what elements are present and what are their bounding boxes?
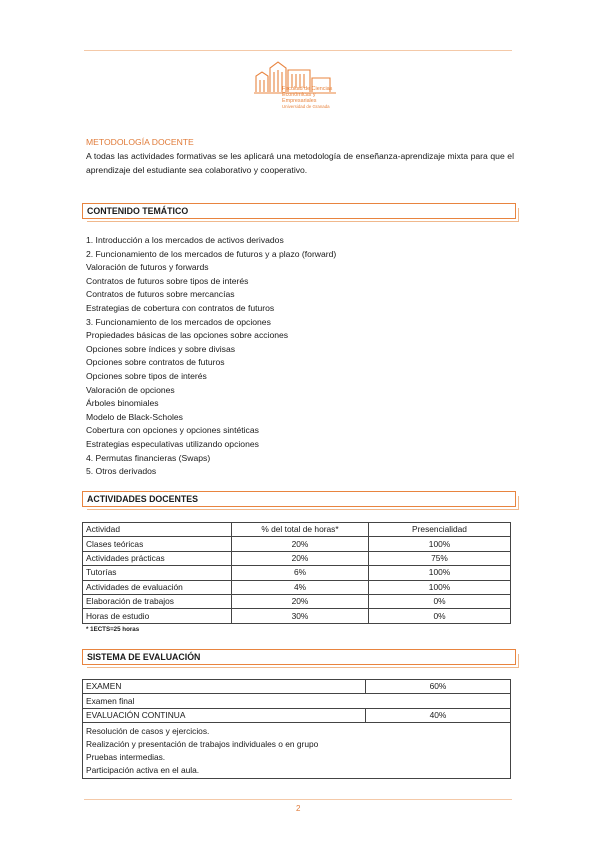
table-row xyxy=(83,694,511,708)
list-item: Modelo de Black-Scholes xyxy=(86,411,183,422)
list-item: Pruebas intermedias. xyxy=(86,752,166,763)
list-item: 3. Funcionamiento de los mercados de opciones xyxy=(86,316,271,327)
table-row xyxy=(83,551,511,565)
evaluacion-table xyxy=(82,679,511,779)
contenido-header xyxy=(82,203,516,219)
actividades-title: ACTIVIDADES DOCENTES xyxy=(87,494,198,504)
contenido-list xyxy=(86,234,336,479)
table-row xyxy=(83,580,511,594)
continua-value: 40% xyxy=(366,708,511,722)
evaluacion-header xyxy=(82,649,516,665)
table-cell: 100% xyxy=(369,566,511,580)
list-item: Estrategias especulativas utilizando opciones xyxy=(86,438,259,449)
table-cell: 100% xyxy=(369,580,511,594)
evaluacion-title: SISTEMA DE EVALUACIÓN xyxy=(87,652,201,662)
table-row xyxy=(83,594,511,608)
list-item: Realización y presentación de trabajos individuales o en grupo xyxy=(86,739,319,750)
examen-value: 60% xyxy=(366,680,511,694)
list-item: Resolución de casos y ejercicios. xyxy=(86,726,210,737)
continua-items-cell xyxy=(83,723,511,779)
list-item: 2. Funcionamiento de los mercados de futuros y a plazo (forward) xyxy=(86,248,337,259)
table-cell: 6% xyxy=(232,566,369,580)
table-cell: 75% xyxy=(369,551,511,565)
page-number: 2 xyxy=(296,804,301,813)
list-item: Valoración de opciones xyxy=(86,384,175,395)
list-item: 1. Introducción a los mercados de activos derivados xyxy=(86,235,284,245)
examen-label: EXAMEN xyxy=(83,680,366,694)
actividades-footnote: * 1ECTS=25 horas xyxy=(86,626,140,633)
actividades-header xyxy=(82,491,516,507)
logo-line-2: Económicas y Empresariales xyxy=(282,92,317,104)
list-item: Árboles binomiales xyxy=(86,398,159,409)
list-item: Propiedades básicas de las opciones sobre acciones xyxy=(86,330,289,341)
table-row xyxy=(83,609,511,623)
list-item: Contratos de futuros sobre mercancías xyxy=(86,289,235,300)
list-item: Opciones sobre tipos de interés xyxy=(86,370,207,381)
list-item: Participación activa en el aula. xyxy=(86,765,200,776)
table-cell: 20% xyxy=(232,594,369,608)
table-cell: Actividades prácticas xyxy=(83,551,232,565)
table-row xyxy=(83,723,511,779)
metodologia-text: A todas las actividades formativas se les aplicará una metodología de enseñanza-aprendizaje mixta para que el aprendizaje del estudiante sea colaborativo y cooperativo. xyxy=(86,151,514,175)
table-cell: Actividades de evaluación xyxy=(83,580,232,594)
table-header-cell: Actividad xyxy=(83,523,232,537)
list-item: Estrategias de cobertura con contratos de futuros xyxy=(86,302,275,313)
header-rule xyxy=(84,50,512,51)
table-cell: 4% xyxy=(232,580,369,594)
table-cell: 20% xyxy=(232,551,369,565)
examen-final: Examen final xyxy=(83,694,511,708)
table-cell: 20% xyxy=(232,537,369,551)
table-row xyxy=(83,708,511,722)
table-header-cell: % del total de horas* xyxy=(232,523,369,537)
actividades-table xyxy=(82,522,511,624)
list-item: Contratos de futuros sobre tipos de interés xyxy=(86,275,249,286)
table-cell: Clases teóricas xyxy=(83,537,232,551)
table-cell: 0% xyxy=(369,594,511,608)
list-item: 4. Permutas financieras (Swaps) xyxy=(86,452,211,463)
logo-line-3: Universidad de Granada xyxy=(282,104,330,109)
table-cell: 30% xyxy=(232,609,369,623)
table-header-row xyxy=(83,523,511,537)
list-item: Opciones sobre contratos de futuros xyxy=(86,357,225,368)
faculty-logo xyxy=(252,58,340,110)
table-header-cell: Presencialidad xyxy=(369,523,511,537)
list-item: Valoración de futuros y forwards xyxy=(86,262,209,273)
logo-line-1: Facultad de Ciencias xyxy=(282,86,333,92)
contenido-title: CONTENIDO TEMÁTICO xyxy=(87,206,189,216)
metodologia-title: METODOLOGÍA DOCENTE xyxy=(86,137,194,147)
table-row xyxy=(83,680,511,694)
table-cell: Horas de estudio xyxy=(83,609,232,623)
list-item: Cobertura con opciones y opciones sintéticas xyxy=(86,425,259,436)
table-row xyxy=(83,537,511,551)
table-cell: Tutorías xyxy=(83,566,232,580)
footer-rule xyxy=(84,799,512,800)
list-item: 5. Otros derivados xyxy=(86,466,157,477)
list-item: Opciones sobre índices y sobre divisas xyxy=(86,343,236,354)
continua-label: EVALUACIÓN CONTINUA xyxy=(83,708,366,722)
table-row xyxy=(83,566,511,580)
table-cell: Elaboración de trabajos xyxy=(83,594,232,608)
table-cell: 0% xyxy=(369,609,511,623)
table-cell: 100% xyxy=(369,537,511,551)
